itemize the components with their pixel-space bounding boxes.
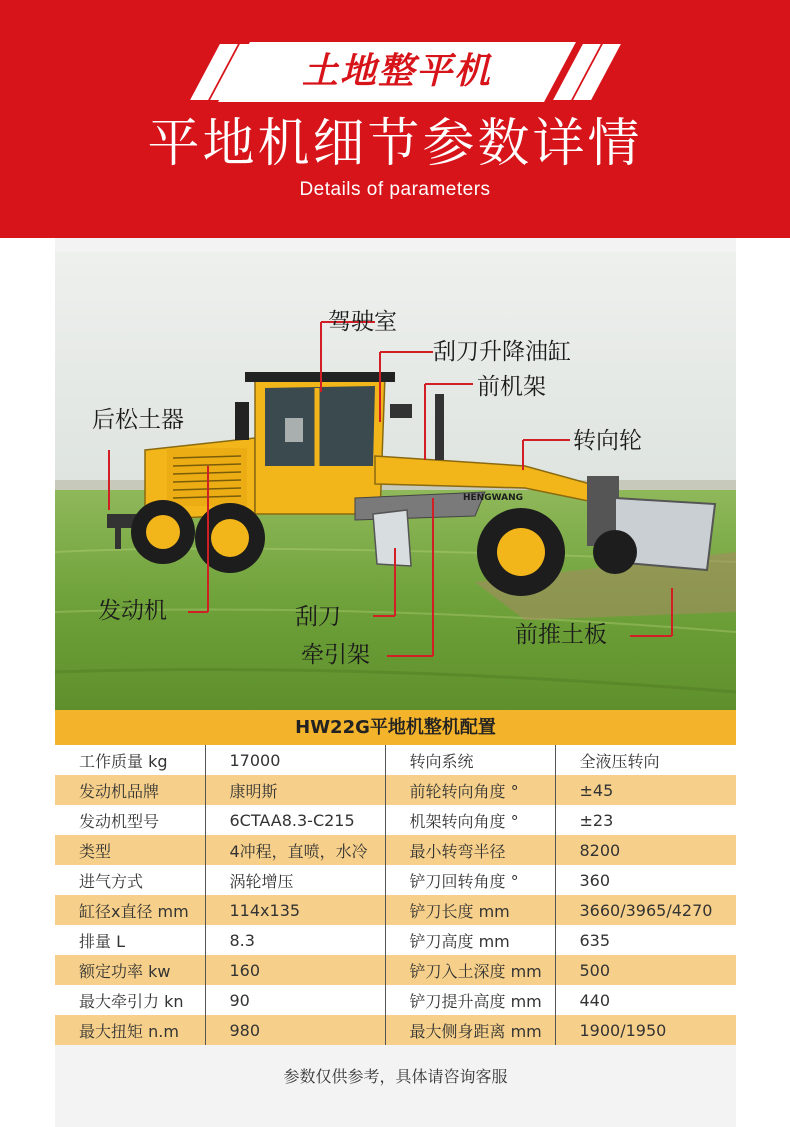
spec-key: 最大扭矩 n.m bbox=[55, 1015, 205, 1045]
label-cab: 驾驶室 bbox=[328, 309, 397, 335]
header-banner bbox=[0, 0, 790, 238]
spec-key: 铲刀入土深度 mm bbox=[385, 955, 555, 985]
spec-key: 进气方式 bbox=[55, 865, 205, 895]
spec-value: 360 bbox=[555, 865, 736, 895]
label-blade-cylinder: 刮刀升降油缸 bbox=[433, 339, 571, 365]
spec-table bbox=[55, 745, 736, 1045]
label-engine: 发动机 bbox=[98, 598, 167, 624]
spec-key: 发动机品牌 bbox=[55, 775, 205, 805]
table-row bbox=[55, 955, 736, 985]
label-front-dozer: 前推土板 bbox=[515, 622, 607, 648]
spec-key: 发动机型号 bbox=[55, 805, 205, 835]
spec-value: 1900/1950 bbox=[555, 1015, 736, 1045]
spec-value: 90 bbox=[205, 985, 385, 1015]
spec-value: 440 bbox=[555, 985, 736, 1015]
spec-value: ±45 bbox=[555, 775, 736, 805]
label-blade: 刮刀 bbox=[295, 604, 341, 630]
label-ripper: 后松土器 bbox=[92, 407, 184, 433]
spec-key: 最大牵引力 kn bbox=[55, 985, 205, 1015]
spec-key: 最大侧身距离 mm bbox=[385, 1015, 555, 1045]
page-title: 平地机细节参数详情 bbox=[147, 114, 643, 174]
spec-key: 铲刀提升高度 mm bbox=[385, 985, 555, 1015]
spec-key: 前轮转向角度 ° bbox=[385, 775, 555, 805]
footnote: 参数仅供参考，具体请咨询客服 bbox=[283, 1067, 508, 1086]
table-row bbox=[55, 985, 736, 1015]
spec-value: 康明斯 bbox=[205, 775, 385, 805]
table-row bbox=[55, 925, 736, 955]
motor-grader-photo bbox=[55, 252, 736, 710]
spec-value: 8.3 bbox=[205, 925, 385, 955]
title-tag: 土地整平机 bbox=[301, 51, 492, 92]
brand-decal: HENGWANG bbox=[463, 493, 524, 503]
table-row bbox=[55, 745, 736, 775]
table-row bbox=[55, 895, 736, 925]
table-row bbox=[55, 775, 736, 805]
spec-value: 8200 bbox=[555, 835, 736, 865]
spec-table-title: HW22G平地机整机配置 bbox=[55, 710, 736, 745]
spec-value: ±23 bbox=[555, 805, 736, 835]
spec-value: 3660/3965/4270 bbox=[555, 895, 736, 925]
spec-key: 排量 L bbox=[55, 925, 205, 955]
spec-value: 160 bbox=[205, 955, 385, 985]
page-subtitle: Details of parameters bbox=[299, 179, 491, 200]
table-row bbox=[55, 1015, 736, 1045]
spec-key: 铲刀长度 mm bbox=[385, 895, 555, 925]
spec-value: 6CTAA8.3-C215 bbox=[205, 805, 385, 835]
spec-key: 机架转向角度 ° bbox=[385, 805, 555, 835]
label-steering-wheel: 转向轮 bbox=[573, 428, 642, 454]
spec-key: 缸径x直径 mm bbox=[55, 895, 205, 925]
table-row bbox=[55, 835, 736, 865]
spec-value: 980 bbox=[205, 1015, 385, 1045]
spec-key: 类型 bbox=[55, 835, 205, 865]
table-row bbox=[55, 805, 736, 835]
spec-value: 17000 bbox=[205, 745, 385, 775]
middle-wheel bbox=[195, 503, 265, 573]
spec-key: 最小转弯半径 bbox=[385, 835, 555, 865]
rear-wheel bbox=[131, 500, 195, 564]
front-wheel bbox=[477, 508, 565, 596]
spec-value: 涡轮增压 bbox=[205, 865, 385, 895]
label-front-frame: 前机架 bbox=[477, 374, 546, 400]
label-drawbar: 牵引架 bbox=[301, 642, 370, 668]
spec-table-body bbox=[55, 745, 736, 1045]
spec-value: 4冲程，直喷，水冷 bbox=[205, 835, 385, 865]
spec-key: 工作质量 kg bbox=[55, 745, 205, 775]
spec-value: 114x135 bbox=[205, 895, 385, 925]
spec-key: 额定功率 kw bbox=[55, 955, 205, 985]
table-row bbox=[55, 865, 736, 895]
spec-value: 500 bbox=[555, 955, 736, 985]
spec-key: 铲刀高度 mm bbox=[385, 925, 555, 955]
spec-value: 635 bbox=[555, 925, 736, 955]
spec-key: 铲刀回转角度 ° bbox=[385, 865, 555, 895]
spec-value: 全液压转向 bbox=[555, 745, 736, 775]
spec-key: 转向系统 bbox=[385, 745, 555, 775]
